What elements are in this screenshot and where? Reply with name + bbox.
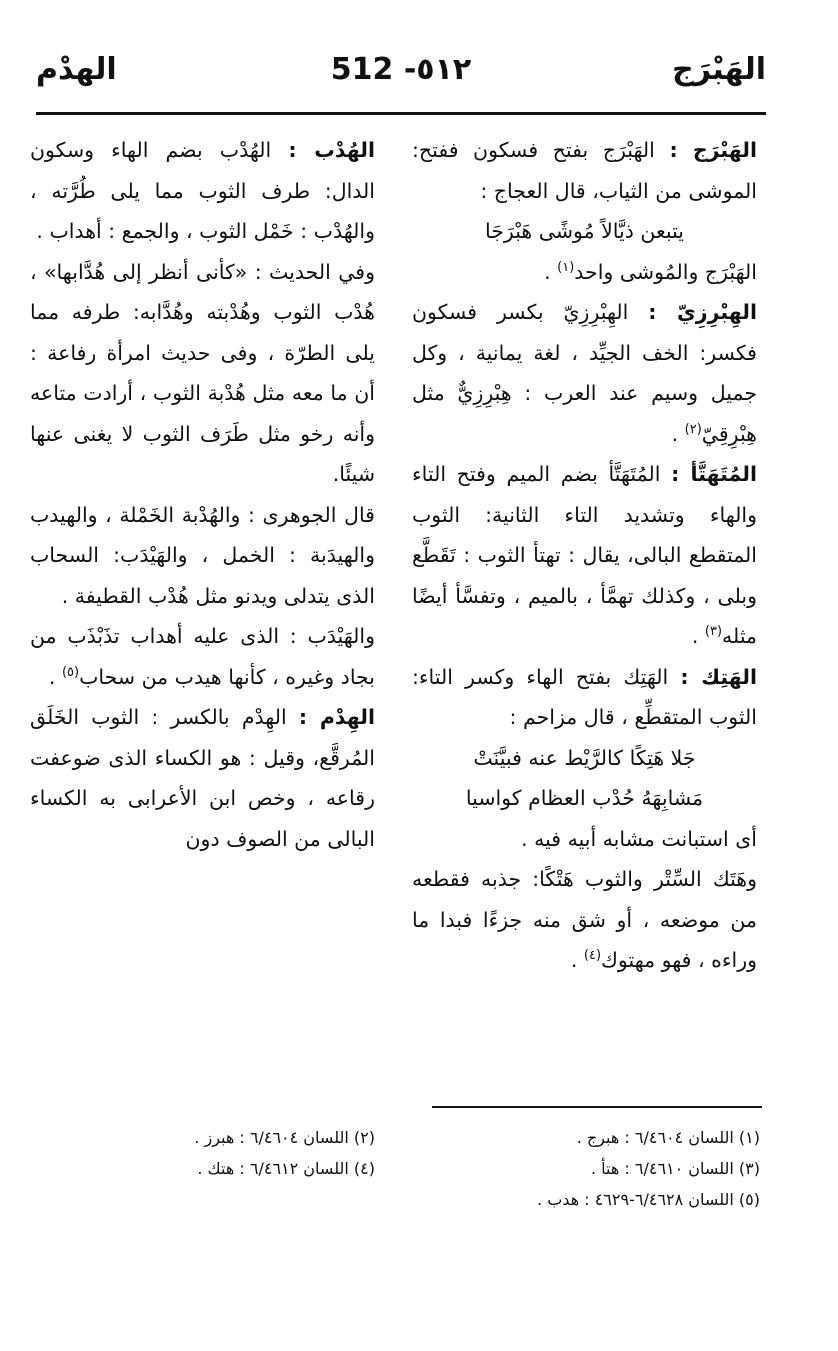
entry-continuation: قال الجوهرى : والهُدْبة الخَمْلة ، والهيدب والهيدَبة : الخمل ، والهَيْدَب: السحاب الذى يتدلى ويدنو مثل هُدْب القطيفة . [30, 502, 375, 608]
footnotes-left [194, 1122, 375, 1184]
verse-line: يتبعن ذيَّالاً مُوشًى هَبْرَجَا [485, 219, 684, 243]
entry-text: الهَبْرَج بفتح فسكون ففتح: الموشى من الثياب، قال العجاج : [412, 138, 757, 203]
footnote: (١) اللسان ٦/٤٦٠٤ : هبرج . [576, 1128, 760, 1147]
entry-continuation: أى استبانت مشابه أبيه فيه . [521, 826, 757, 851]
entry-headword: الهُدْب : [288, 138, 375, 162]
header-rule [36, 112, 766, 115]
entry-headword: الهَتِك : [680, 664, 757, 689]
entry-mutahatta: المُتَهَتَّأ : المُتَهَتَّأ بضم الميم وفتح التاء والهاء وتشديد التاء الثانية: الثوب المتقطع البالى، يقال : تهتأ الثوب : تَقَطَّع وبلى ، وكذلك تهمَّأ ، بالميم ، وتفسَّأ أيضًا مثله$^{(٣)}$ . [412, 462, 757, 648]
entry-continuation: وفي الحديث : «كأنى أنظر إلى هُدَّابها» ، هُدْب الثوب وهُدْبته وهُدَّابه: طرفه مما يلى الطرّة ، وفى حديث امرأة رفاعة : أن ما معه مثل هُدْبة الثوب ، أرادت متاعه وأنه رخو مثل طَرَف الثوب لا يغنى عنها شيئًا. [30, 259, 375, 486]
page-header [36, 52, 766, 104]
entry-hatik [412, 657, 757, 738]
footnote: (٣) اللسان ٦/٤٦١٠ : هتأ . [590, 1159, 760, 1178]
entry-continuation: الهَبْرَج والمُوشى واحد$^{(١)}$ . [544, 259, 757, 284]
footnote-ref: (٣) [704, 624, 723, 640]
header-entry-first: الهَبْرَج [672, 52, 766, 87]
entry-text: الهَتِك بفتح الهاء وكسر التاء: الثوب المتقطِّع ، قال مزاحم : [412, 664, 757, 729]
entry-text: الهَبْرَج والمُوشى واحد [574, 259, 757, 284]
entry-text: المُتَهَتَّأ بضم الميم وفتح التاء والهاء وتشديد التاء الثانية: الثوب المتقطع البالى، يقال : تهتأ الثوب : تَقَطَّع وبلى ، وكذلك تهمَّأ ، بالميم ، وتفسَّأ أيضًا مثله [412, 462, 757, 648]
right-column [412, 130, 757, 981]
entry-hudb [30, 130, 375, 252]
entry-headword: الهِدْم : [298, 705, 375, 729]
entry-continuation: وهَتَك السِّتْر والثوب هَتْكًا: جذبه فقطعه من موضعه ، أو شق منه جزءًا فبدا ما وراءه ، فهو مهتوك$^{(٤)}$ . [412, 867, 757, 972]
entry-text: الهُدْب بضم الهاء وسكون الدال: طرف الثوب مما يلى طُرَّته ، والهُدْب : خَمْل الثوب ، والجمع : أهداب . [30, 138, 375, 243]
footnotes-right [537, 1122, 760, 1215]
footnote-rule [432, 1106, 762, 1108]
footnote-ref: (١) [557, 259, 575, 275]
entry-headword: الهِبْرِزِيّ : [648, 300, 757, 324]
verse-line: مَشابِهَهُ حُدْب العظام كواسيا [465, 786, 704, 810]
footnote-ref: (٥) [61, 664, 80, 680]
footnote: (٥) اللسان ٦/٤٦٢٨-٤٦٢٩ : هدب . [537, 1190, 760, 1209]
footnote-ref: (٤) [583, 948, 602, 964]
verse-line: جَلا هَتِكًا كالرَّيْط عنه فبيَّنَتْ [473, 745, 696, 770]
entry-text: وهَتَك السِّتْر والثوب هَتْكًا: جذبه فقطعه من موضعه ، أو شق منه جزءًا فبدا ما وراءه ، فهو مهتوك [412, 867, 757, 972]
left-column [30, 130, 375, 859]
entry-text: الهِدْم بالكسر : الثوب الخَلَق المُرقَّع، وقيل : هو الكساء الذى ضوعفت رقاعه ، وخص ابن الأعرابى به الكساء البالى من الصوف دون [30, 705, 375, 851]
entry-text: الهِبْرِزِيّ بكسر فسكون فكسر: الخف الجيِّد ، لغة يمانية ، وكل جميل وسيم عند العرب : هِبْرِزِيٌّ مثل هِبْرِقِيّ [412, 300, 757, 446]
page-number: 512 -٥١٢ [330, 52, 472, 87]
entry-headword: الهَبْرَج : [669, 138, 757, 162]
header-entry-last: الهدْم [36, 52, 117, 87]
footnote-ref: (٢) [684, 421, 702, 437]
footnote: (٤) اللسان ٦/٤٦١٢ : هتك . [197, 1159, 375, 1178]
entry-text: والهَيْدَب : الذى عليه أهداب تذَبْذَب من بجاد وغيره ، كأنها هيدب من سحاب [30, 624, 375, 689]
entry-continuation: والهَيْدَب : الذى عليه أهداب تذَبْذَب من بجاد وغيره ، كأنها هيدب من سحاب$^{(٥)}$ . [30, 624, 375, 689]
footnote: (٢) اللسان ٦/٤٦٠٤ : هبرز . [194, 1128, 375, 1147]
entry-habraj [412, 130, 757, 211]
entry-hidm [30, 697, 375, 859]
entry-hibrizi: الهِبْرِزِيّ : الهِبْرِزِيّ بكسر فسكون فكسر: الخف الجيِّد ، لغة يمانية ، وكل جميل وسيم عند العرب : هِبْرِزِيٌّ مثل هِبْرِقِيّ$^{(٢)}$ . [412, 300, 757, 446]
entry-headword: المُتَهَتَّأ : [671, 462, 757, 486]
